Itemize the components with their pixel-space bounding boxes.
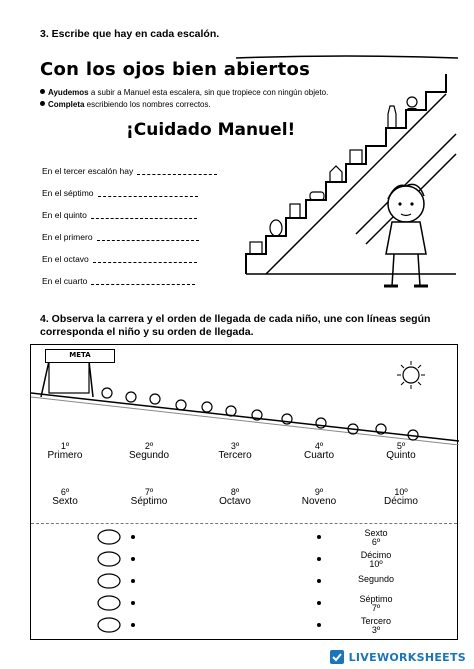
instruction-1: Ayudemos a subir a Manuel esta escalera, sin que tropiece con ningún objeto.: [40, 88, 328, 98]
finish-sign: META: [45, 349, 115, 363]
answer-line[interactable]: [93, 262, 197, 263]
place-3: 3º Tercero: [218, 441, 252, 461]
bag-icon: [290, 204, 300, 218]
answer-row-fifth: En el quinto: [42, 210, 197, 220]
answer-line[interactable]: [137, 174, 217, 175]
place-7: 7º Séptimo: [130, 487, 168, 507]
exercise-title: Con los ojos bien abiertos: [40, 59, 311, 80]
answer-row-third: En el tercer escalón hay: [42, 166, 217, 176]
shoes-icon: [330, 166, 342, 182]
liveworksheets-logo[interactable]: [329, 649, 466, 665]
doll-icon: [407, 97, 417, 107]
sun-icon: [397, 361, 425, 389]
match-dot[interactable]: [317, 623, 321, 627]
question-4-title: 4. Observa la carrera y el orden de llegada de cada niño, une con líneas según corresponda el niño y su orden de llegada.: [40, 313, 431, 338]
question-3-title: 3. Escribe que hay en cada escalón.: [40, 28, 220, 40]
match-label-segundo: Segundo: [357, 574, 395, 584]
instruction-2: Completa escribiendo los nombres correctos.: [40, 100, 211, 110]
match-label-sexto: Sexto 6º: [364, 528, 388, 547]
egg-icon: [270, 220, 282, 236]
match-faces: [89, 527, 159, 647]
box-icon: [350, 150, 362, 164]
answer-row-fourth: En el cuarto: [42, 276, 195, 286]
toy-car-icon: [310, 192, 324, 200]
match-dot[interactable]: [317, 579, 321, 583]
answer-line[interactable]: [97, 240, 199, 241]
runners: [102, 388, 418, 440]
match-label-decimo: Décimo 10º: [360, 550, 392, 569]
place-2: 2º Segundo: [128, 441, 170, 461]
race-exercise-box: [30, 344, 458, 640]
bottle-icon: [388, 106, 396, 128]
match-label-tercero: Tercero 3º: [360, 616, 391, 635]
place-1: 1º Primero: [47, 441, 83, 461]
cuidado-heading: ¡Cuidado Manuel!: [126, 120, 296, 140]
place-faces: [31, 435, 459, 495]
answer-line[interactable]: [91, 284, 195, 285]
answer-row-eighth: En el octavo: [42, 254, 197, 264]
brand-text: LIVEWORKSHEETS: [348, 650, 466, 664]
stairs-exercise-box: [30, 54, 458, 300]
place-4: 4º Cuarto: [303, 441, 334, 461]
place-9: 9º Noveno: [301, 487, 337, 507]
match-dot[interactable]: [317, 535, 321, 539]
footer: [0, 647, 474, 669]
bullet-icon: [40, 89, 45, 94]
answer-line[interactable]: [98, 196, 198, 197]
answer-line[interactable]: [91, 218, 197, 219]
bullet-icon: [40, 101, 45, 106]
match-label-septimo: Séptimo 7º: [359, 594, 393, 613]
answer-row-seventh: En el séptimo: [42, 188, 198, 198]
answer-row-first: En el primero: [42, 232, 199, 242]
flowerpot-icon: [250, 242, 262, 254]
place-8: 8º Octavo: [219, 487, 251, 507]
section-divider: [31, 523, 457, 524]
boy-manuel-icon: [384, 184, 428, 286]
liveworksheets-icon: [329, 649, 345, 665]
match-dot[interactable]: [317, 557, 321, 561]
place-6: 6º Sexto: [52, 487, 78, 507]
match-dot[interactable]: [317, 601, 321, 605]
place-10: 10º Décimo: [384, 487, 418, 507]
place-5: 5º Quinto: [386, 441, 416, 461]
